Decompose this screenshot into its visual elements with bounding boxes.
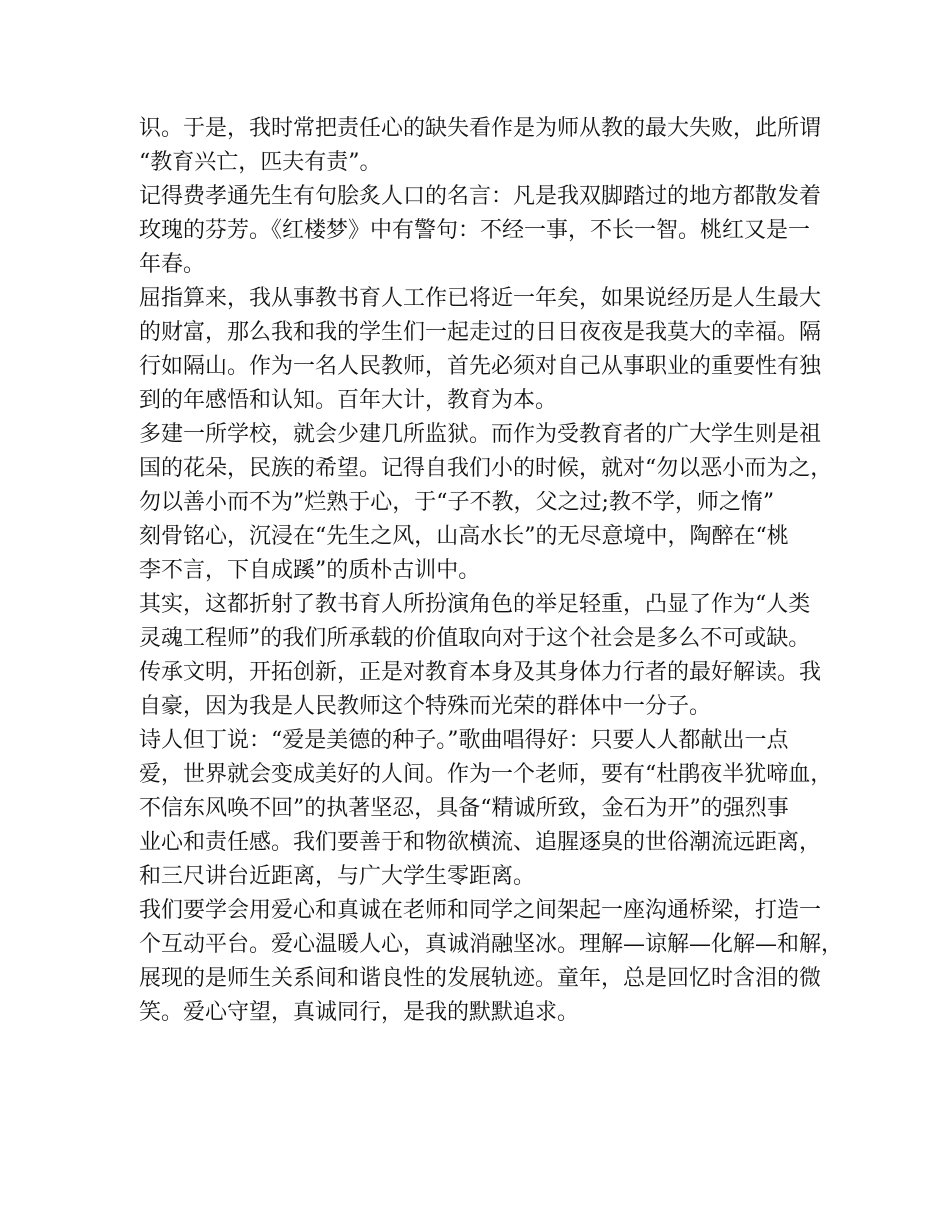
text-line: “教育兴亡，匹夫有责”。 <box>139 150 382 175</box>
text-line: 玫瑰的芬芳。《红楼梦》中有警句：不经一事，不长一智。桃红又是一 <box>139 218 811 243</box>
text-line: 诗人但丁说：“爱是美德的种子。”歌曲唱得好：只要人人都献出一点 <box>139 728 789 753</box>
document-body <box>139 112 844 1030</box>
text-line: 国的花朵，民族的希望。记得自我们小的时候，就对“勿以恶小而为之， <box>139 456 833 481</box>
text-line: 到的年感悟和认知。百年大计，教育为本。 <box>139 388 558 413</box>
text-line: 李不言，下自成蹊”的质朴古训中。 <box>139 558 481 583</box>
text-line: 笑。爱心守望，真诚同行，是我的默默追求。 <box>139 1000 580 1025</box>
text-line: 勿以善小而不为”烂熟于心，于“子不教，父之过;教不学，师之惰” <box>139 490 775 515</box>
text-line: 爱，世界就会变成美好的人间。作为一个老师，要有“杜鹃夜半犹啼血， <box>139 762 833 787</box>
text-line: 传承文明，开拓创新，正是对教育本身及其身体力行者的最好解读。我 <box>139 660 822 685</box>
text-line: 不信东风唤不回”的执著坚忍，具备“精诚所致，金石为开”的强烈事 <box>139 796 789 821</box>
text-line: 灵魂工程师”的我们所承载的价值取向对于这个社会是多么不可或缺。 <box>139 626 811 651</box>
text-line: 其实，这都折射了教书育人所扮演角色的举足轻重，凸显了作为“人类 <box>139 592 811 617</box>
text-line: 多建一所学校，就会少建几所监狱。而作为受教育者的广大学生则是祖 <box>139 422 822 447</box>
text-line: 识。于是，我时常把责任心的缺失看作是为师从教的最大失败，此所谓 <box>139 116 822 141</box>
paragraph-2 <box>139 180 822 282</box>
text-line: 业心和责任感。我们要善于和物欲横流、追腥逐臭的世俗潮流远距离， <box>139 830 822 855</box>
text-line: 记得费孝通先生有句脍炙人口的名言：凡是我双脚踏过的地方都散发着 <box>139 184 822 209</box>
paragraph-7 <box>139 894 844 1030</box>
text-line: 刻骨铭心，沉浸在“先生之风，山高水长”的无尽意境中，陶醉在“桃 <box>139 524 789 549</box>
text-line: 和三尺讲台近距离，与广大学生零距离。 <box>139 864 536 889</box>
paragraph-1 <box>139 112 822 180</box>
paragraph-5 <box>139 588 822 724</box>
text-line: 我们要学会用爱心和真诚在老师和同学之间架起一座沟通桥梁，打造一 <box>139 898 822 923</box>
text-line: 展现的是师生关系间和谐良性的发展轨迹。童年，总是回忆时含泪的微 <box>139 966 822 991</box>
text-line: 的财富，那么我和我的学生们一起走过的日日夜夜是我莫大的幸福。隔 <box>139 320 822 345</box>
text-line: 屈指算来，我从事教书育人工作已将近一年矣，如果说经历是人生最大 <box>139 286 822 311</box>
text-line: 行如隔山。作为一名人民教师，首先必须对自己从事职业的重要性有独 <box>139 354 822 379</box>
paragraph-3 <box>139 282 822 418</box>
paragraph-6 <box>139 724 833 894</box>
text-line: 个互动平台。爱心温暖人心，真诚消融坚冰。理解—谅解—化解—和解， <box>139 932 844 957</box>
text-line: 自豪，因为我是人民教师这个特殊而光荣的群体中一分子。 <box>139 694 712 719</box>
text-line: 年春。 <box>139 252 206 277</box>
paragraph-4 <box>139 418 833 588</box>
